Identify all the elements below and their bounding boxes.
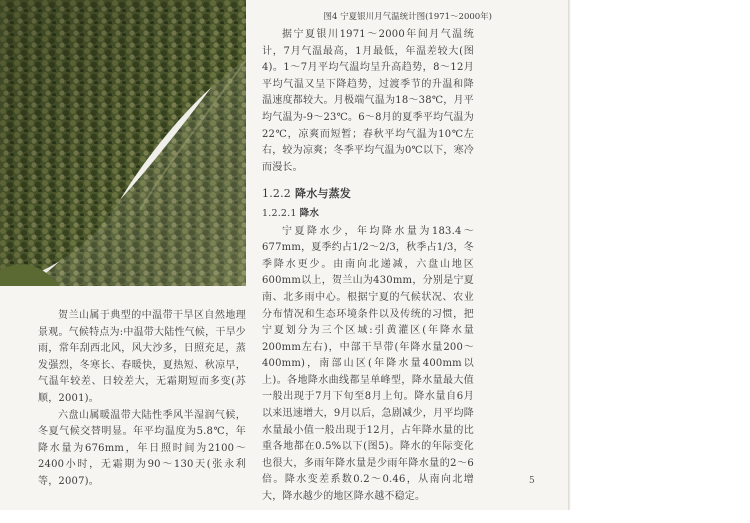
subsection-number: 1.2.2.1 bbox=[262, 207, 297, 219]
figure-caption: 图4 宁夏银川月气温统计图(1971～2000年) bbox=[323, 12, 492, 22]
left-text-column bbox=[38, 308, 246, 491]
section-number: 1.2.2 bbox=[262, 187, 291, 201]
right-text-column bbox=[262, 27, 474, 506]
subsection-title: 降水 bbox=[299, 207, 320, 219]
section-heading bbox=[262, 186, 474, 203]
section-title: 降水与蒸发 bbox=[295, 187, 351, 201]
mountain-vegetation-photo bbox=[0, 0, 246, 286]
paragraph-liupanshan: 六盘山属暖温带大陆性季风半湿润气候，冬夏气候交替明显。年平均温度为5.8℃，年降水量为676mm，年日照时间为2100～2400小时，无霜期为90～130天(张永利 等，2007)。 bbox=[38, 409, 246, 487]
paragraph-temperature: 据宁夏银川1971～2000年间月气温统计，7月气温最高，1月最低，年温差较大(图4)。1～7月平均气温均呈升高趋势，8～12月平均气温又呈下降趋势，过渡季节的升温和降温速度都较大。月极端气温为18～38℃，月平均气温为-9～23℃。6～8月的夏季平均气温为22℃，凉爽而短暂；春秋平均气温为10℃左右，较为凉爽；冬季平均气温为0℃以下，寒冷而漫长。 bbox=[262, 29, 474, 173]
paragraph-precipitation: 宁夏降水少，年均降水量为183.4～677mm，夏季约占1/2～2/3，秋季占1/3，冬季降水更少。由南向北递减，六盘山地区600mm以上，贺兰山为430mm，分别是宁夏南、北多雨中心。根据宁夏的气候状况、农业分布情况和生态环境条件以及传统的习惯，把宁夏划分为三个区域:引黄灌区(年降水量200mm左右)，中部干旱带(年降水量200～400mm)，南部山区(年降水量400mm以上)。各地降水曲线都呈单峰型，降水量最大值一般出现于7月下旬至8月上旬。降水量自6月以来迅速增大，9月以后，急剧减少，月平均降水量最小值一般出现于12月，占年降水量的比重各地都在0.5%以下(图5)。降水的年际变化也很大，多雨年降水量是少雨年降水量的2～6倍。降水变差系数0.2～0.46，从南向北增大，降水越少的地区降水越不稳定。 bbox=[262, 225, 474, 503]
paragraph-helanshan: 贺兰山属于典型的中温带干旱区自然地理景观。气候特点为:中温带大陆性气候，干旱少雨，常年刮西北风，风大沙多，日照充足，蒸发强烈，冬寒长、春暖快，夏热短、秋凉早，气温年较差、日较差大，无霜期短而多变(苏顺，2001)。 bbox=[38, 310, 246, 404]
photo-image bbox=[0, 0, 246, 286]
page-edge-shadow bbox=[568, 0, 571, 510]
subsection-heading bbox=[262, 206, 474, 223]
page-number: 5 bbox=[529, 476, 535, 486]
